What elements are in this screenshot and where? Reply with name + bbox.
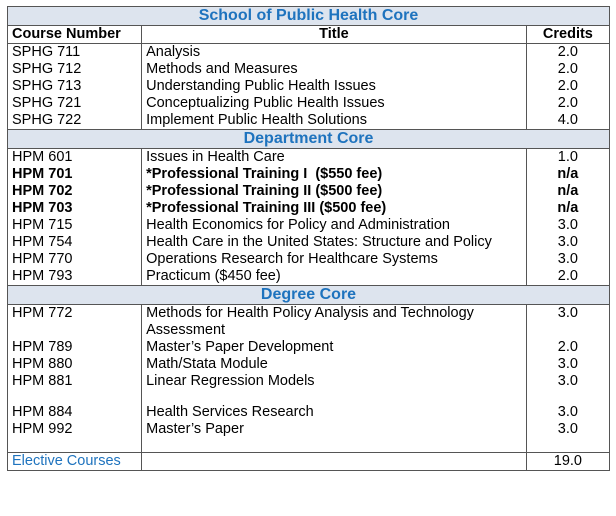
course-title: Implement Public Health Solutions [142,112,527,130]
section-header [8,130,610,149]
course-credits: 3.0 [526,305,609,340]
course-credits: 2.0 [526,268,609,286]
course-number: HPM 789 [8,339,142,356]
table-row [8,305,610,340]
course-credits: 3.0 [526,356,609,373]
table-row [8,268,610,286]
table-row [8,356,610,373]
course-number: HPM 793 [8,268,142,286]
course-credits: 3.0 [526,234,609,251]
course-title: Master’s Paper [142,421,527,438]
course-title: *Professional Training I ($550 fee) [142,166,527,183]
elective-label: Elective Courses [8,453,142,471]
course-title: Health Economics for Policy and Administration [142,217,527,234]
course-credits: 3.0 [526,404,609,421]
course-credits: 4.0 [526,112,609,130]
spacer-row [8,438,610,453]
section-title: Department Core [8,130,610,149]
column-header-course-number: Course Number [8,26,142,44]
course-number: HPM 772 [8,305,142,340]
course-title: Practicum ($450 fee) [142,268,527,286]
course-title: Operations Research for Healthcare Systems [142,251,527,268]
course-number: SPHG 722 [8,112,142,130]
course-title: Understanding Public Health Issues [142,78,527,95]
elective-credits: 19.0 [526,453,609,471]
column-header-row [8,26,610,44]
table-row [8,421,610,438]
course-credits: n/a [526,200,609,217]
table-row [8,95,610,112]
course-number: HPM 881 [8,373,142,390]
course-number: HPM 601 [8,149,142,167]
course-title: *Professional Training II ($500 fee) [142,183,527,200]
course-table [7,6,610,471]
school-core-group [8,44,610,130]
course-number: HPM 754 [8,234,142,251]
course-number: HPM 880 [8,356,142,373]
course-credits: 2.0 [526,61,609,78]
section-title: School of Public Health Core [8,7,610,26]
elective-row [8,453,610,471]
course-title: Linear Regression Models [142,373,527,390]
course-number: SPHG 721 [8,95,142,112]
course-number: SPHG 713 [8,78,142,95]
table-row [8,112,610,130]
course-credits: n/a [526,183,609,200]
course-number: HPM 884 [8,404,142,421]
course-number: HPM 701 [8,166,142,183]
course-credits: 3.0 [526,421,609,438]
course-number: HPM 992 [8,421,142,438]
course-number: HPM 703 [8,200,142,217]
degree-core-group [8,305,610,453]
table-row [8,44,610,62]
elective-title [142,453,527,471]
course-title: Master’s Paper Development [142,339,527,356]
course-number: HPM 702 [8,183,142,200]
course-credits: 2.0 [526,78,609,95]
section-header [8,286,610,305]
table-row [8,149,610,167]
course-title: Analysis [142,44,527,62]
course-credits: 2.0 [526,339,609,356]
course-number: HPM 770 [8,251,142,268]
section-header [8,7,610,26]
course-title: *Professional Training III ($500 fee) [142,200,527,217]
department-core-group [8,149,610,286]
course-credits: 2.0 [526,44,609,62]
table-row [8,183,610,200]
course-number: SPHG 711 [8,44,142,62]
course-credits: 2.0 [526,95,609,112]
table-row [8,339,610,356]
course-number: SPHG 712 [8,61,142,78]
table-row [8,200,610,217]
course-credits: 3.0 [526,373,609,390]
table-row [8,217,610,234]
course-title: Methods and Measures [142,61,527,78]
table-row [8,166,610,183]
table-row [8,78,610,95]
course-title: Conceptualizing Public Health Issues [142,95,527,112]
course-credits: 3.0 [526,251,609,268]
course-number: HPM 715 [8,217,142,234]
section-title: Degree Core [8,286,610,305]
course-credits: n/a [526,166,609,183]
course-title: Math/Stata Module [142,356,527,373]
course-credits: 3.0 [526,217,609,234]
table-row [8,234,610,251]
table-row [8,61,610,78]
table-row [8,404,610,421]
column-header-credits: Credits [526,26,609,44]
course-title: Issues in Health Care [142,149,527,167]
course-title: Methods for Health Policy Analysis and Technology Assessment [142,305,527,340]
course-title: Health Care in the United States: Structure and Policy [142,234,527,251]
table-row [8,373,610,390]
course-title: Health Services Research [142,404,527,421]
table-row [8,251,610,268]
spacer-row [8,390,610,404]
course-credits: 1.0 [526,149,609,167]
column-header-title: Title [142,26,527,44]
